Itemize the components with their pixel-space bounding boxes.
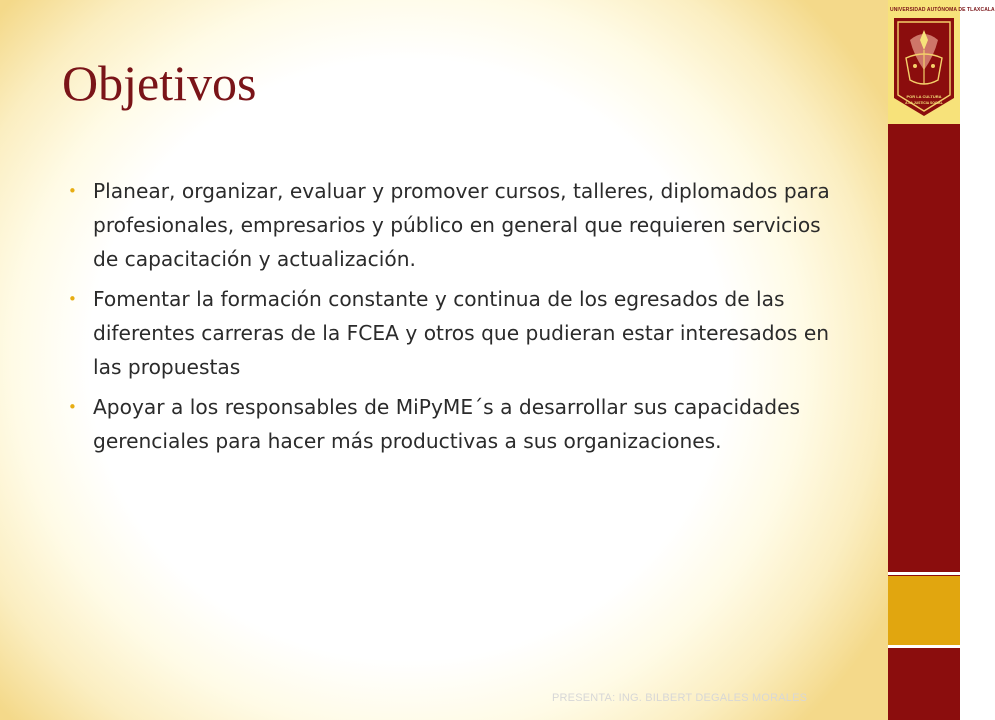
decorative-sidebar: [888, 0, 995, 720]
university-crest-icon: [888, 0, 995, 124]
university-logo: [888, 0, 995, 124]
slide-title: Objetivos: [62, 55, 257, 111]
bullet-item: [68, 390, 838, 458]
sidebar-divider: [888, 572, 960, 575]
bullet-dot-icon: •: [68, 182, 77, 200]
bullet-text: Fomentar la formación constante y continua de los egresados de las diferentes carreras de la FCEA y otros que pudieran estar interesados en las propuestas: [93, 287, 830, 379]
presenter-footer: PRESENTA: ING. BILBERT DEGALES MORALES: [552, 692, 808, 704]
sidebar-gold-band: [888, 576, 960, 648]
bullet-list: [68, 174, 838, 464]
bullet-text: Apoyar a los responsables de MiPyME´s a desarrollar sus capacidades gerenciales para hacer más productivas a sus organizaciones.: [93, 395, 801, 453]
bullet-dot-icon: •: [68, 398, 77, 416]
bullet-text: Planear, organizar, evaluar y promover cursos, talleres, diplomados para profesionales, empresarios y público en general que requieren servicios de capacitación y actualización.: [93, 179, 830, 271]
sidebar-red-band: [888, 124, 960, 576]
logo-motto-1: POR LA CULTURA: [906, 94, 942, 99]
bullet-item: [68, 174, 838, 276]
bullet-item: [68, 282, 838, 384]
logo-university-name: UNIVERSIDAD AUTÓNOMA DE TLAXCALA: [890, 7, 995, 13]
sidebar-red-band-bottom: [888, 648, 960, 720]
logo-motto-2: A LA JUSTICIA SOCIAL: [905, 101, 943, 105]
bullet-dot-icon: •: [68, 290, 77, 308]
